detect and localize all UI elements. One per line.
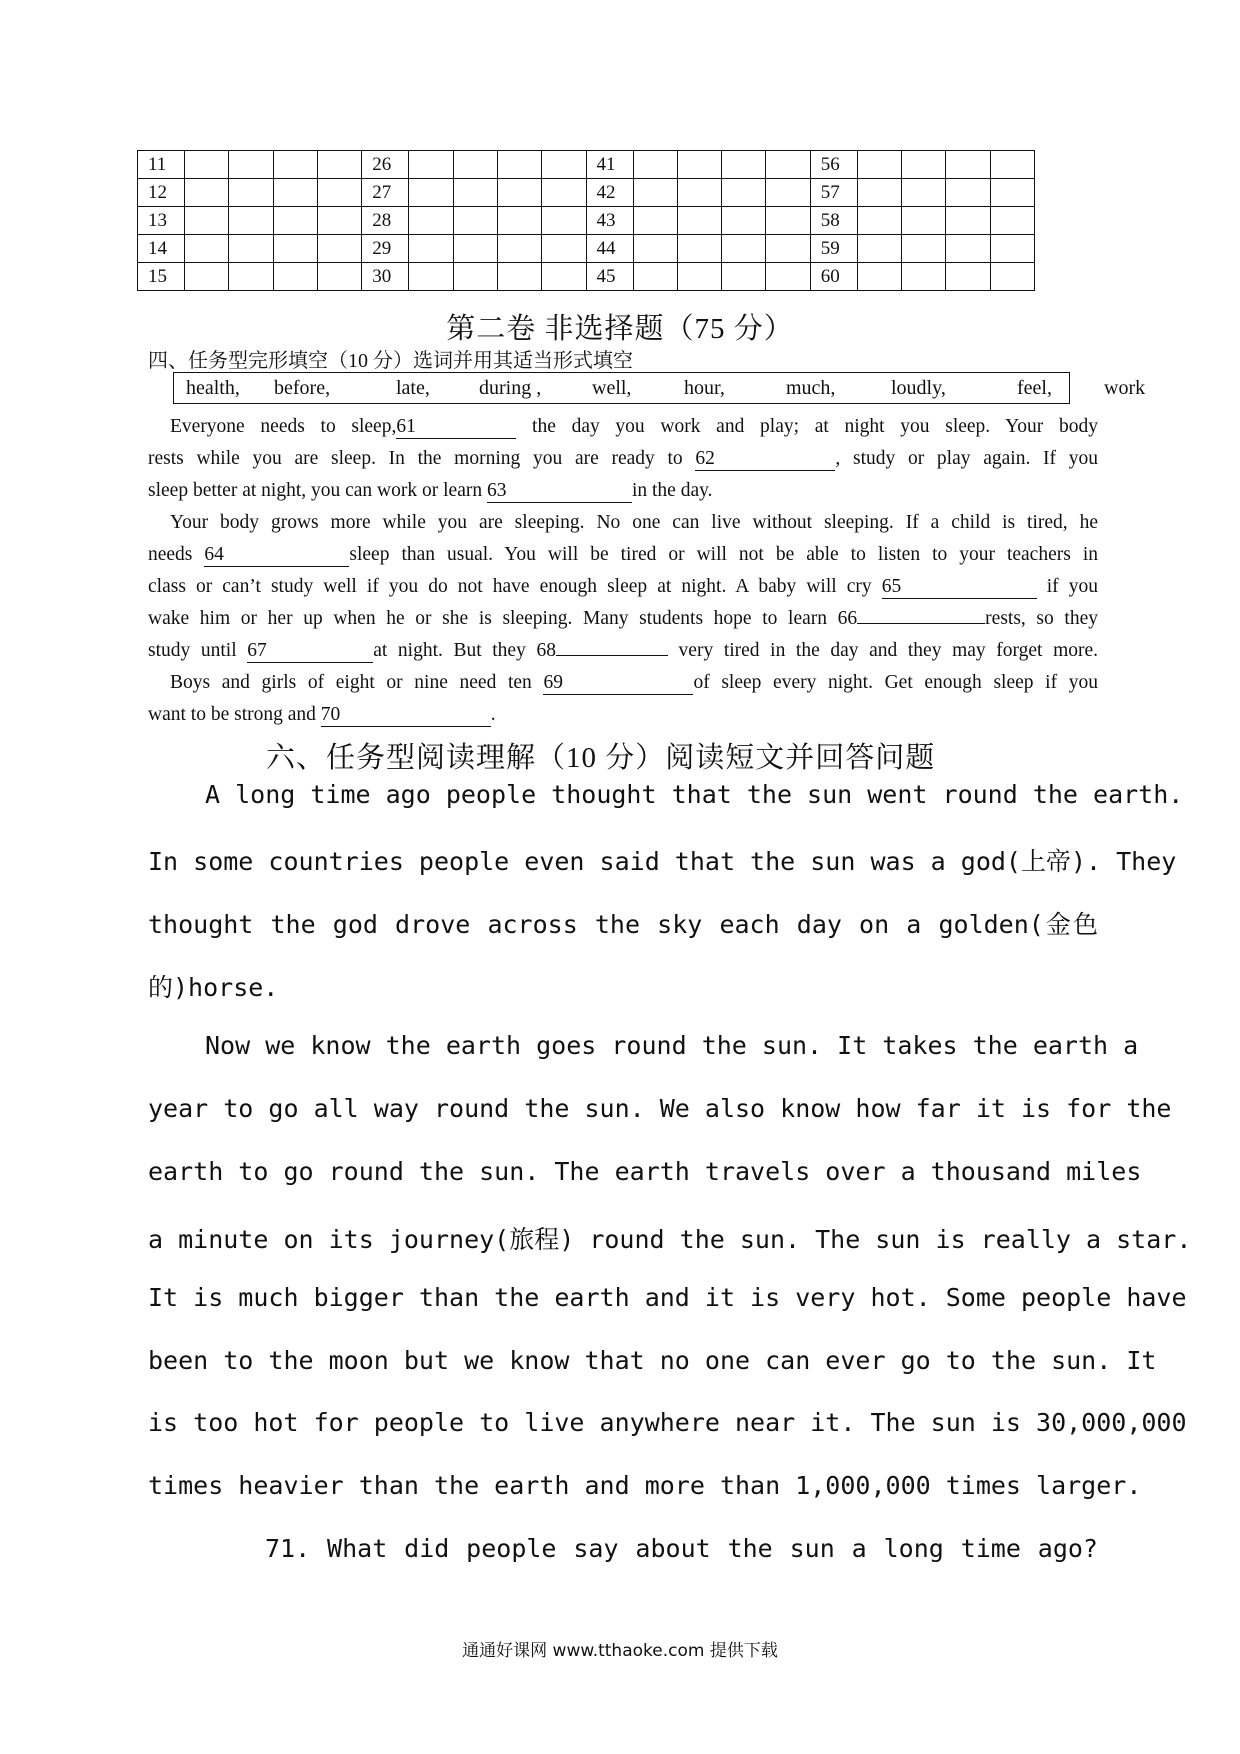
answer-cell[interactable] xyxy=(185,207,229,235)
answer-cell[interactable] xyxy=(766,235,810,263)
question-number-cell: 14 xyxy=(138,235,185,263)
cloze-line xyxy=(148,672,1098,695)
answer-cell[interactable] xyxy=(946,179,990,207)
question-number-cell: 12 xyxy=(138,179,185,207)
answer-cell[interactable] xyxy=(766,151,810,179)
answer-cell[interactable] xyxy=(677,263,721,291)
word-bank-item: health, xyxy=(186,377,240,399)
passage-line: 的)horse. xyxy=(148,973,279,1002)
answer-cell[interactable] xyxy=(946,207,990,235)
answer-cell[interactable] xyxy=(902,151,946,179)
question-number-cell: 45 xyxy=(586,263,633,291)
cloze-text: in the day. xyxy=(631,480,713,501)
answer-cell[interactable] xyxy=(990,151,1034,179)
passage-line: is too hot for people to live anywhere near it. The sun is 30,000,000 xyxy=(148,1408,1187,1437)
answer-cell[interactable] xyxy=(902,207,946,235)
cloze-text: study until xyxy=(148,640,248,661)
answer-cell[interactable] xyxy=(633,179,677,207)
word-bank-item: feel, xyxy=(1017,377,1052,399)
section4-title: 四、任务型完形填空（10 分）选词并用其适当形式填空 xyxy=(148,350,633,372)
answer-grid-row xyxy=(138,263,1035,291)
passage-line: A long time ago people thought that the sun went round the earth. xyxy=(205,780,1184,809)
answer-cell[interactable] xyxy=(229,263,273,291)
answer-cell[interactable] xyxy=(542,263,586,291)
answer-blank[interactable]: 67 xyxy=(247,641,373,663)
answer-cell[interactable] xyxy=(453,235,497,263)
answer-cell[interactable] xyxy=(857,179,901,207)
answer-cell[interactable] xyxy=(409,263,453,291)
answer-blank[interactable]: 70 xyxy=(321,705,491,727)
answer-cell[interactable] xyxy=(497,207,541,235)
answer-cell[interactable] xyxy=(229,235,273,263)
cloze-text: Boys and girls of eight or nine need ten xyxy=(170,672,544,693)
footer-credit: 通通好课网 www.tthaoke.com 提供下载 xyxy=(462,1641,778,1661)
answer-cell[interactable] xyxy=(229,179,273,207)
cloze-text: want to be strong and xyxy=(148,704,321,725)
answer-cell[interactable] xyxy=(766,263,810,291)
cloze-text: the day you work and play; at night you sleep. Your body xyxy=(516,416,1098,437)
answer-cell[interactable] xyxy=(946,151,990,179)
answer-cell[interactable] xyxy=(229,151,273,179)
cloze-line xyxy=(148,576,1098,599)
passage-line: thought the god drove across the sky each day on a golden(金色 xyxy=(148,910,1098,939)
passage-line: In some countries people even said that the sun was a god(上帝). They xyxy=(148,847,1177,876)
answer-cell[interactable] xyxy=(317,179,361,207)
passage-line: It is much bigger than the earth and it is very hot. Some people have xyxy=(148,1283,1187,1312)
cloze-text: Everyone needs to sleep, xyxy=(170,416,397,437)
cloze-line xyxy=(148,544,1098,567)
passage-line: been to the moon but we know that no one can ever go to the sun. It xyxy=(148,1346,1157,1375)
cloze-text: rests while you are sleep. In the morning you are ready to xyxy=(148,448,696,469)
answer-blank[interactable]: 63 xyxy=(487,481,632,503)
cloze-line xyxy=(148,416,1098,439)
answer-cell[interactable] xyxy=(677,235,721,263)
section6-title: 六、任务型阅读理解（10 分）阅读短文并回答问题 xyxy=(266,742,936,774)
word-bank-item: loudly, xyxy=(891,377,946,399)
answer-cell[interactable] xyxy=(185,263,229,291)
answer-cell[interactable] xyxy=(946,235,990,263)
question-number-cell: 13 xyxy=(138,207,185,235)
answer-cell[interactable] xyxy=(453,207,497,235)
word-bank-item: during , xyxy=(479,377,542,399)
answer-cell[interactable] xyxy=(722,151,766,179)
answer-cell[interactable] xyxy=(542,151,586,179)
question-number-cell: 60 xyxy=(810,263,857,291)
answer-grid xyxy=(137,150,1035,291)
answer-cell[interactable] xyxy=(409,235,453,263)
answer-cell[interactable] xyxy=(317,263,361,291)
answer-cell[interactable] xyxy=(902,235,946,263)
answer-cell[interactable] xyxy=(453,151,497,179)
part2-title: 第二卷 非选择题（75 分） xyxy=(446,313,794,345)
cloze-text: , study or play again. If you xyxy=(835,448,1099,469)
answer-blank[interactable]: 65 xyxy=(882,577,1037,599)
answer-cell[interactable] xyxy=(497,263,541,291)
answer-cell[interactable] xyxy=(273,207,317,235)
cloze-text: sleep than usual. You will be tired or will not be able to listen to your teachers in xyxy=(349,544,1098,565)
question-number-cell: 43 xyxy=(586,207,633,235)
answer-cell[interactable] xyxy=(317,151,361,179)
answer-cell[interactable] xyxy=(229,207,273,235)
question-number-cell: 42 xyxy=(586,179,633,207)
question-number-cell: 29 xyxy=(362,235,409,263)
word-bank-box xyxy=(173,372,1146,404)
answer-blank[interactable] xyxy=(556,654,668,656)
question-number-cell: 28 xyxy=(362,207,409,235)
passage-line: times heavier than the earth and more than 1,000,000 times larger. xyxy=(148,1471,1142,1500)
answer-cell[interactable] xyxy=(185,235,229,263)
cloze-text: Your body grows more while you are sleeping. No one can live without sleeping. If a child is tired, he xyxy=(170,512,1098,533)
answer-cell[interactable] xyxy=(497,179,541,207)
cloze-text: needs xyxy=(148,544,205,565)
answer-cell[interactable] xyxy=(185,151,229,179)
answer-cell[interactable] xyxy=(633,263,677,291)
answer-blank[interactable]: 69 xyxy=(543,673,693,695)
cloze-text: of sleep every night. Get enough sleep if you xyxy=(693,672,1098,693)
answer-cell[interactable] xyxy=(273,263,317,291)
question-number-cell: 58 xyxy=(810,207,857,235)
cloze-line xyxy=(148,704,1098,727)
answer-cell[interactable] xyxy=(542,235,586,263)
word-bank-item: late, xyxy=(396,377,430,399)
cloze-text: at night. But they 68 xyxy=(373,640,556,661)
answer-cell[interactable] xyxy=(857,151,901,179)
answer-cell[interactable] xyxy=(453,263,497,291)
answer-cell[interactable] xyxy=(902,179,946,207)
answer-blank[interactable]: 61 xyxy=(396,417,516,439)
answer-cell[interactable] xyxy=(766,179,810,207)
answer-cell[interactable] xyxy=(185,179,229,207)
answer-grid-row xyxy=(138,235,1035,263)
answer-cell[interactable] xyxy=(273,179,317,207)
answer-cell[interactable] xyxy=(857,207,901,235)
answer-cell[interactable] xyxy=(633,207,677,235)
answer-cell[interactable] xyxy=(722,179,766,207)
question-number-cell: 26 xyxy=(362,151,409,179)
passage-line: a minute on its journey(旅程) round the sun. The sun is really a star. xyxy=(148,1225,1192,1254)
passage-line: earth to go round the sun. The earth travels over a thousand miles xyxy=(148,1157,1142,1186)
answer-blank[interactable]: 64 xyxy=(204,545,349,567)
answer-cell[interactable] xyxy=(990,207,1034,235)
answer-grid-row xyxy=(138,207,1035,235)
answer-cell[interactable] xyxy=(857,263,901,291)
question-number-cell: 30 xyxy=(362,263,409,291)
answer-cell[interactable] xyxy=(317,235,361,263)
question-number-cell: 59 xyxy=(810,235,857,263)
cloze-text: sleep better at night, you can work or learn xyxy=(148,480,487,501)
answer-cell[interactable] xyxy=(453,179,497,207)
cloze-line xyxy=(148,640,1098,663)
word-bank-item: hour, xyxy=(684,377,725,399)
answer-cell[interactable] xyxy=(857,235,901,263)
answer-cell[interactable] xyxy=(409,179,453,207)
answer-cell[interactable] xyxy=(633,151,677,179)
cloze-text: rests, so they xyxy=(985,608,1098,629)
answer-cell[interactable] xyxy=(766,207,810,235)
answer-cell[interactable] xyxy=(497,151,541,179)
answer-grid-row xyxy=(138,179,1035,207)
answer-cell[interactable] xyxy=(677,207,721,235)
word-bank-item: much, xyxy=(786,377,836,399)
answer-cell[interactable] xyxy=(722,207,766,235)
cloze-line xyxy=(148,512,1098,534)
cloze-text: wake him or her up when he or she is sleeping. Many students hope to learn 66 xyxy=(148,608,858,629)
answer-grid-row xyxy=(138,151,1035,179)
answer-blank[interactable]: 62 xyxy=(695,449,835,471)
answer-cell[interactable] xyxy=(409,207,453,235)
answer-cell[interactable] xyxy=(409,151,453,179)
answer-cell[interactable] xyxy=(317,207,361,235)
answer-cell[interactable] xyxy=(542,179,586,207)
question-71: 71. What did people say about the sun a long time ago? xyxy=(265,1534,1098,1563)
passage-line: year to go all way round the sun. We also know how far it is for the xyxy=(148,1094,1172,1123)
cloze-text: class or can’t study well if you do not have enough sleep at night. A baby will cry xyxy=(148,576,882,597)
answer-cell[interactable] xyxy=(273,151,317,179)
answer-cell[interactable] xyxy=(990,263,1034,291)
question-number-cell: 44 xyxy=(586,235,633,263)
answer-cell[interactable] xyxy=(902,263,946,291)
question-number-cell: 27 xyxy=(362,179,409,207)
answer-blank[interactable] xyxy=(857,622,985,624)
answer-cell[interactable] xyxy=(542,207,586,235)
answer-cell[interactable] xyxy=(677,151,721,179)
cloze-line xyxy=(148,608,1098,630)
answer-cell[interactable] xyxy=(990,179,1034,207)
word-bank-item: work xyxy=(1104,377,1146,399)
answer-cell[interactable] xyxy=(722,263,766,291)
question-number-cell: 11 xyxy=(138,151,185,179)
answer-cell[interactable] xyxy=(633,235,677,263)
answer-cell[interactable] xyxy=(722,235,766,263)
question-number-cell: 56 xyxy=(810,151,857,179)
question-number-cell: 57 xyxy=(810,179,857,207)
answer-cell[interactable] xyxy=(990,235,1034,263)
cloze-text: if you xyxy=(1036,576,1098,597)
cloze-line xyxy=(148,480,1098,503)
word-bank-item: before, xyxy=(274,377,331,399)
answer-cell[interactable] xyxy=(497,235,541,263)
answer-cell[interactable] xyxy=(677,179,721,207)
word-bank-item: well, xyxy=(592,377,632,399)
question-number-cell: 41 xyxy=(586,151,633,179)
question-number-cell: 15 xyxy=(138,263,185,291)
answer-cell[interactable] xyxy=(273,235,317,263)
answer-cell[interactable] xyxy=(946,263,990,291)
cloze-line xyxy=(148,448,1098,471)
cloze-text: very tired in the day and they may forget more. xyxy=(667,640,1099,661)
passage-line: Now we know the earth goes round the sun. It takes the earth a xyxy=(205,1031,1139,1060)
cloze-text: . xyxy=(490,704,496,725)
